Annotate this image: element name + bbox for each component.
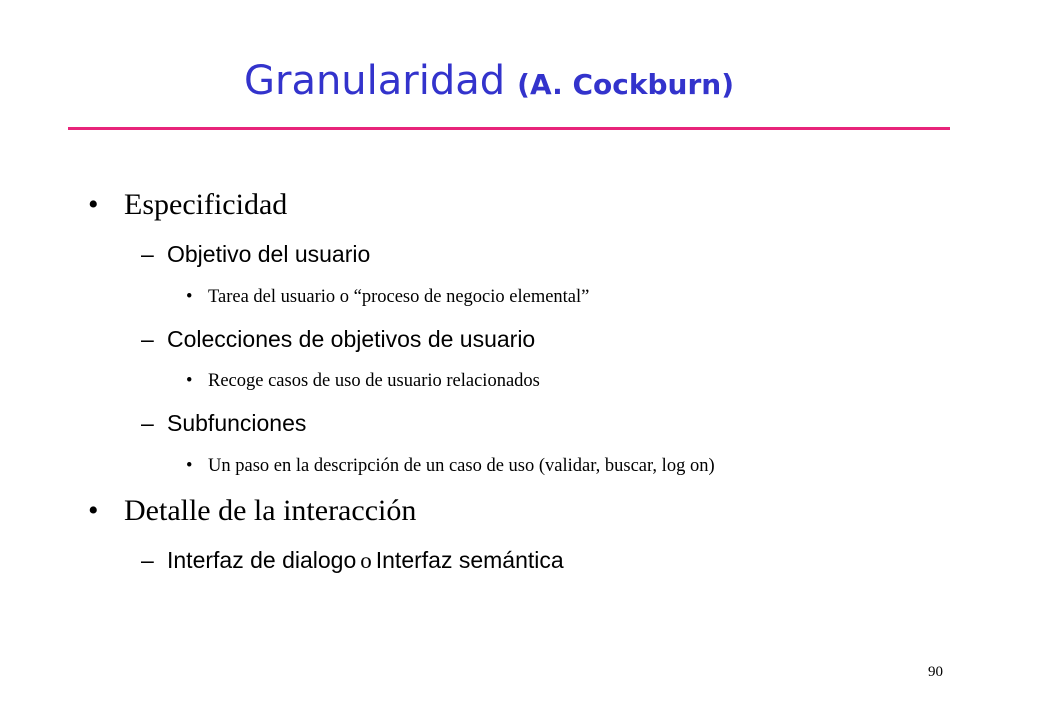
sub-item-text-part1: Interfaz de dialogo — [167, 547, 357, 573]
bullet-especificidad — [88, 188, 287, 222]
bullet-marker: • — [88, 494, 99, 527]
sub-item-interfaz — [141, 547, 564, 574]
page-number: 90 — [928, 664, 943, 680]
bullet-marker: • — [186, 456, 193, 476]
bullet-text: Especificidad — [124, 188, 288, 221]
sub-item-text: Objetivo del usuario — [167, 241, 371, 267]
sub-item-text: Colecciones de objetivos de usuario — [167, 326, 536, 352]
sub-item-text: Subfunciones — [167, 410, 307, 436]
sub-item-subfunciones — [141, 410, 306, 437]
bullet-text: Detalle de la interacción — [124, 494, 417, 527]
detail-tarea-usuario — [186, 287, 589, 308]
detail-recoge-casos — [186, 371, 540, 392]
slide-title-author: (A. Cockburn) — [517, 68, 735, 101]
dash-marker: – — [141, 547, 154, 573]
dash-marker: – — [141, 241, 154, 267]
dash-marker: – — [141, 326, 154, 352]
bullet-marker: • — [88, 188, 99, 221]
bullet-marker: • — [186, 287, 193, 307]
title-underline — [68, 127, 950, 130]
bullet-marker: • — [186, 371, 193, 391]
sub-item-connector: o — [360, 548, 372, 573]
bullet-detalle-interaccion — [88, 494, 416, 528]
detail-text: Un paso en la descripción de un caso de uso (validar, buscar, log on) — [208, 456, 715, 476]
slide-title — [244, 58, 734, 104]
sub-item-objetivo-usuario — [141, 241, 370, 268]
dash-marker: – — [141, 410, 154, 436]
sub-item-colecciones — [141, 326, 535, 353]
detail-text: Recoge casos de uso de usuario relacionados — [208, 371, 540, 391]
sub-item-text-part2: Interfaz semántica — [375, 547, 564, 573]
detail-un-paso — [186, 456, 715, 477]
detail-text: Tarea del usuario o “proceso de negocio elemental” — [208, 287, 590, 307]
slide-title-main: Granularidad — [244, 58, 506, 104]
